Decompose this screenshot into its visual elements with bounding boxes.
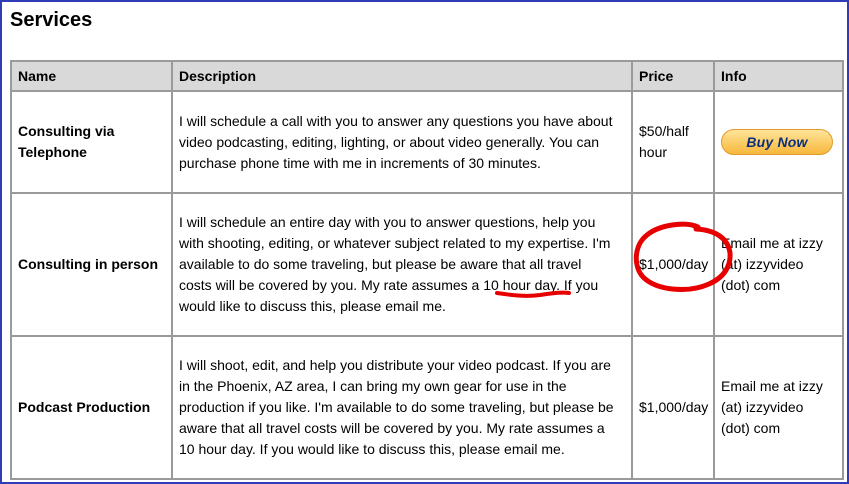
- service-description-cell: [172, 193, 632, 336]
- info-line: Email me at izzy: [721, 235, 823, 251]
- column-header-name: Name: [11, 61, 172, 91]
- price-line: hour: [639, 144, 668, 160]
- service-info-cell: [714, 91, 843, 193]
- header-row: [11, 61, 843, 91]
- buy-now-button[interactable]: Buy Now: [721, 129, 833, 155]
- service-description-cell: [172, 336, 632, 479]
- service-name-line: Podcast Production: [18, 399, 151, 415]
- table-row: [11, 336, 843, 479]
- description-line: with shooting, editing, or whatever subject related to my expertise. I'm: [179, 235, 611, 251]
- service-price-cell: [632, 193, 714, 336]
- info-line: (at) izzyvideo: [721, 399, 804, 415]
- service-price-cell: [632, 91, 714, 193]
- service-name-cell: [11, 91, 172, 193]
- table-row: [11, 91, 843, 193]
- column-header-description: Description: [172, 61, 632, 91]
- description-line: 10 hour day. If you would like to discuss this, please email me.: [179, 441, 565, 457]
- description-line: would like to discuss this, please email me.: [179, 298, 446, 314]
- service-info-cell: [714, 193, 843, 336]
- column-header-price: Price: [632, 61, 714, 91]
- description-line: available to do some traveling, but please be aware that all travel: [179, 256, 582, 272]
- table-row: [11, 193, 843, 336]
- page-title: Services: [10, 9, 93, 31]
- service-info-cell: [714, 336, 843, 479]
- service-name-line: Consulting in person: [18, 256, 158, 272]
- price-annotation-wrap: [639, 254, 708, 275]
- description-line: purchase phone time with me in increments of 30 minutes.: [179, 154, 541, 171]
- price-line: $1,000/day: [639, 256, 709, 272]
- service-name-cell: [11, 193, 172, 336]
- price-line: $1,000/day: [639, 399, 709, 415]
- service-name-cell: [11, 336, 172, 479]
- description-line: aware that all travel costs will be covered by you. My rate assumes a: [179, 420, 605, 436]
- price-line: $50/half: [639, 123, 689, 139]
- description-line: I will schedule an entire day with you to answer questions, help you: [179, 214, 596, 230]
- description-line: video podcasting, editing, lighting, or about video generally. You can: [179, 133, 600, 150]
- services-table: [10, 60, 844, 480]
- service-name-line: Consulting via: [18, 123, 115, 139]
- description-line: I will schedule a call with you to answer any questions you have about: [179, 112, 613, 129]
- info-line: (at) izzyvideo: [721, 256, 804, 272]
- description-line: in the Phoenix, AZ area, I can bring my own gear for use in the: [179, 378, 567, 394]
- description-line: I will shoot, edit, and help you distribute your video podcast. If you are: [179, 357, 611, 373]
- info-line: (dot) com: [721, 277, 781, 293]
- description-line: costs will be covered by you. My rate assumes a 10 hour day. If you: [179, 277, 599, 293]
- info-line: (dot) com: [721, 420, 781, 436]
- service-description-cell: [172, 91, 632, 193]
- info-line: Email me at izzy: [721, 378, 823, 394]
- service-name-line: Telephone: [18, 144, 87, 160]
- service-price-cell: [632, 336, 714, 479]
- description-line: production if you like. I'm available to do some traveling, but please be: [179, 399, 614, 415]
- column-header-info: Info: [714, 61, 843, 91]
